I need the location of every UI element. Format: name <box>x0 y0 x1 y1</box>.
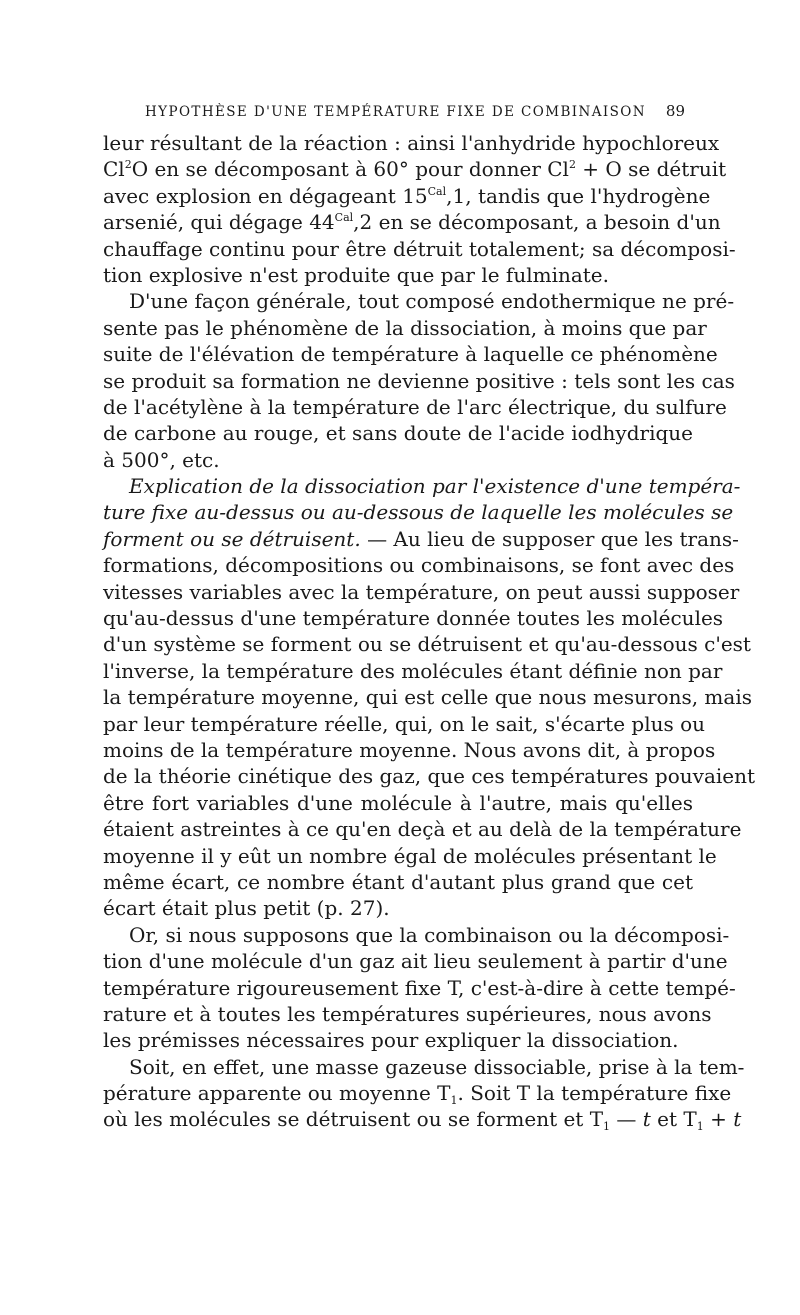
text-line: où les molécules se détruisent ou se forment et $T_1$ — t et $T_1 + t$ <box>103 1107 742 1134</box>
text-line: Soit, en effet, une masse gazeuse dissociable, prise à la tem- <box>129 1054 745 1079</box>
text-line: qu'au-dessus d'une température donnée toutes les molécules <box>103 606 724 631</box>
text-line: se produit sa formation ne devienne positive : tels sont les cas <box>103 368 735 393</box>
text-line: de carbone au rouge, et sans doute de l'acide iodhydrique <box>103 421 693 446</box>
text-line: étaient astreintes à ce qu'en deçà et au delà de la température <box>103 817 742 842</box>
text-line: avec explosion en dégageant $15^{Cal},1$, tandis que l'hydrogène <box>103 183 711 208</box>
text-line: leur résultant de la réaction : ainsi l'anhydride hypochloreux <box>103 131 720 155</box>
text-line: tion d'une molécule d'un gaz ait lieu seulement à partir d'une <box>103 949 728 974</box>
text-line: rature et à toutes les températures supérieures, nous avons <box>103 1001 712 1026</box>
text-line: moins de la température moyenne. Nous avons dit, à propos <box>103 737 716 762</box>
text-line: Or, si nous supposons que la combinaison ou la décomposi- <box>129 922 730 947</box>
paragraph-5 <box>103 1054 745 1134</box>
section-heading-end: forment ou se détruisent. <box>103 526 361 551</box>
text-line: suite de l'élévation de température à laquelle ce phénomène <box>103 342 718 367</box>
text-line: sente pas le phénomène de la dissociation, à moins que par <box>103 315 707 340</box>
text-line: moyenne il y eût un nombre égal de molécules présentant le <box>103 843 717 868</box>
text-line: la température moyenne, qui est celle que nous mesurons, mais <box>103 685 752 710</box>
page-header <box>103 100 693 130</box>
text-line: chauffage continu pour être détruit totalement; sa décomposi- <box>103 236 736 261</box>
text-line: vitesses variables avec la température, on peut aussi supposer <box>103 579 740 604</box>
text-line: par leur température réelle, qui, on le sait, s'écarte plus ou <box>103 711 706 736</box>
text-line: tion explosive n'est produite que par le fulminate. <box>103 262 609 287</box>
text-line: formations, décompositions ou combinaisons, se font avec des <box>103 553 735 578</box>
section-heading-line: ture fixe au-dessus ou au-dessous de laquelle les molécules se <box>103 500 734 525</box>
text-line: même écart, ce nombre étant d'autant plus grand que cet <box>103 869 693 894</box>
text-line: forment ou se détruisent. — Au lieu de supposer que les trans- <box>103 526 739 551</box>
running-title: HYPOTHÈSE D'UNE TEMPÉRATURE FIXE DE COMBINAISON <box>145 104 646 120</box>
paragraph-4 <box>103 922 736 1054</box>
paragraph-1 <box>103 130 736 288</box>
text-line: de la théorie cinétique des gaz, que ces températures pouvaient <box>103 764 756 789</box>
text-line: à 500°, etc. <box>103 447 220 472</box>
text-line: D'une façon générale, tout composé endothermique ne pré- <box>129 289 735 314</box>
text-line: d'un système se forment ou se détruisent et qu'au-dessous c'est <box>103 632 751 657</box>
text-line: arsenié, qui dégage $44^{Cal},2$ en se décomposant, a besoin d'un <box>103 210 721 235</box>
text-line: de l'acétylène à la température de l'arc électrique, du sulfure <box>103 394 727 419</box>
book-page <box>103 100 756 1134</box>
text-line: écart était plus petit (p. 27). <box>103 896 390 921</box>
section-heading-line: Explication de la dissociation par l'existence d'une tempéra- <box>129 474 741 499</box>
page-number: 89 <box>665 102 685 120</box>
text-line: être fort variables d'une molécule à l'autre, mais qu'elles <box>103 790 693 815</box>
text-line: l'inverse, la température des molécules étant définie non par <box>103 658 723 683</box>
paragraph-3 <box>103 473 756 922</box>
text-line: pérature apparente ou moyenne $T_1$. Soit T la température fixe <box>103 1081 732 1108</box>
text-line: Cl$^2$O en se décomposant à 60° pour donner $Cl^2 + O$ se détruit <box>103 157 727 182</box>
text-line: les prémisses nécessaires pour expliquer la dissociation. <box>103 1028 679 1053</box>
text-line: température rigoureusement fixe T, c'est-à-dire à cette tempé- <box>103 975 736 1000</box>
paragraph-2 <box>103 288 735 473</box>
